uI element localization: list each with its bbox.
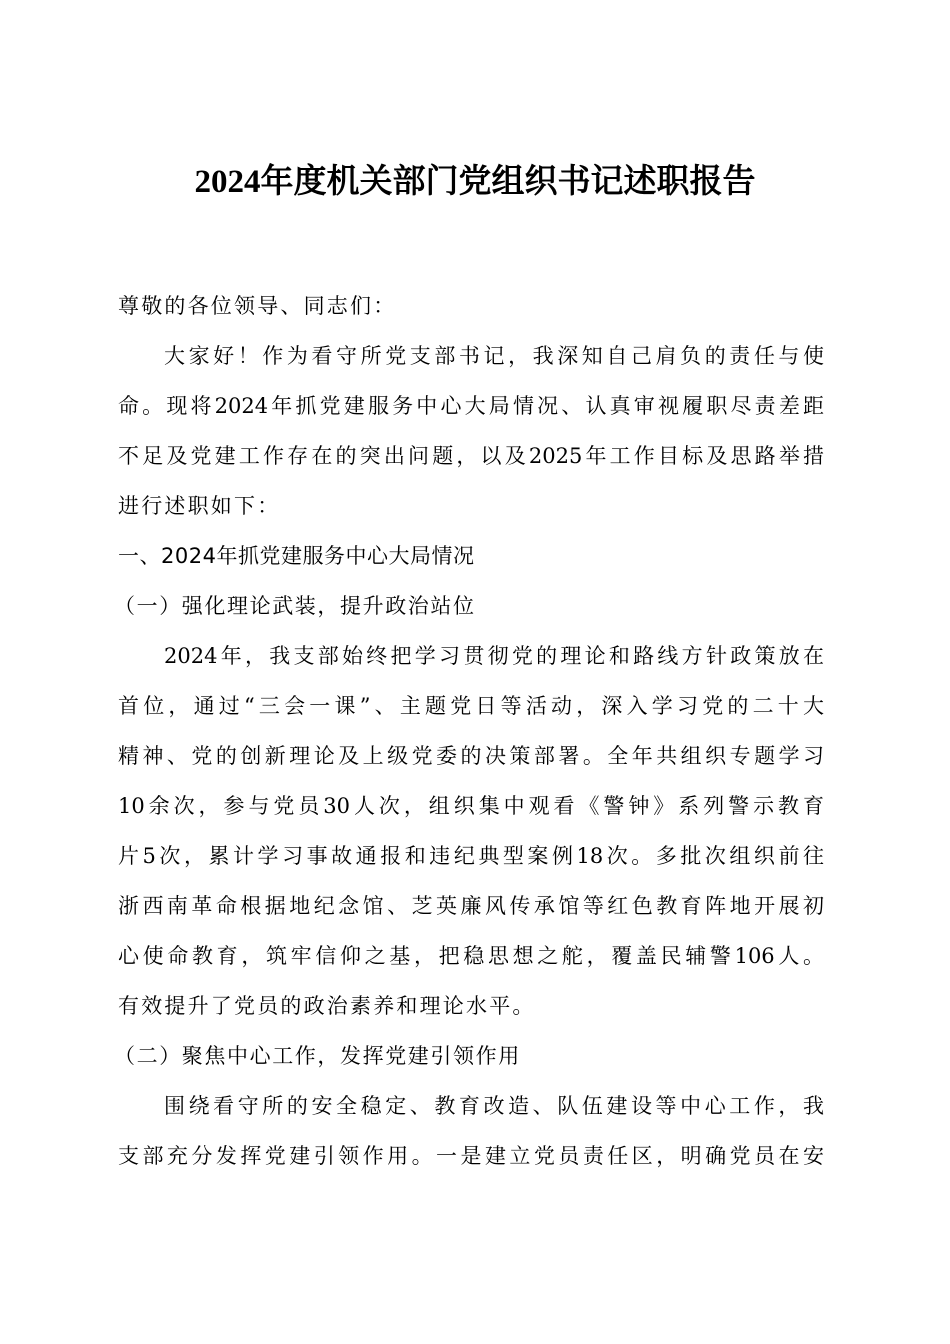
paragraph-line: 10余次，参与党员30人次，组织集中观看《警钟》系列警示教育: [118, 794, 824, 818]
paragraph-line: 片5次，累计学习事故通报和违纪典型案例18次。多批次组织前往: [118, 844, 824, 868]
document-title: 2024年度机关部门党组织书记述职报告: [194, 164, 756, 200]
subsection-heading: （一）强化理论武装，提升政治站位: [114, 594, 476, 618]
paragraph-line: 命。现将2024年抓党建服务中心大局情况、认真审视履职尽责差距: [118, 394, 824, 418]
section-heading: 一、2024年抓党建服务中心大局情况: [118, 544, 475, 568]
subsection-heading: （二）聚焦中心工作，发挥党建引领作用: [114, 1044, 521, 1068]
paragraph-line: 围绕看守所的安全稳定、教育改造、队伍建设等中心工作，我: [164, 1094, 824, 1118]
salutation-line: 尊敬的各位领导、同志们：: [118, 294, 397, 318]
paragraph-line: 不足及党建工作存在的突出问题，以及2025年工作目标及思路举措: [118, 444, 824, 468]
paragraph-line: 支部充分发挥党建引领作用。一是建立党员责任区，明确党员在安: [118, 1144, 824, 1168]
paragraph-line: 浙西南革命根据地纪念馆、芝英廉风传承馆等红色教育阵地开展初: [118, 894, 824, 918]
paragraph-line: 2024年，我支部始终把学习贯彻党的理论和路线方针政策放在: [164, 644, 824, 668]
paragraph-line: 精神、党的创新理论及上级党委的决策部署。全年共组织专题学习: [118, 744, 824, 768]
paragraph-line: 首位，通过“三会一课”、主题党日等活动，深入学习党的二十大: [118, 694, 824, 718]
paragraph-line: 有效提升了党员的政治素养和理论水平。: [118, 994, 536, 1018]
document-body: [114, 281, 824, 1181]
paragraph-line: 心使命教育，筑牢信仰之基，把稳思想之舵，覆盖民辅警106人。: [118, 944, 824, 968]
paragraph-line: 进行述职如下：: [118, 494, 281, 518]
paragraph-line: 大家好！作为看守所党支部书记，我深知自己肩负的责任与使: [164, 344, 824, 368]
